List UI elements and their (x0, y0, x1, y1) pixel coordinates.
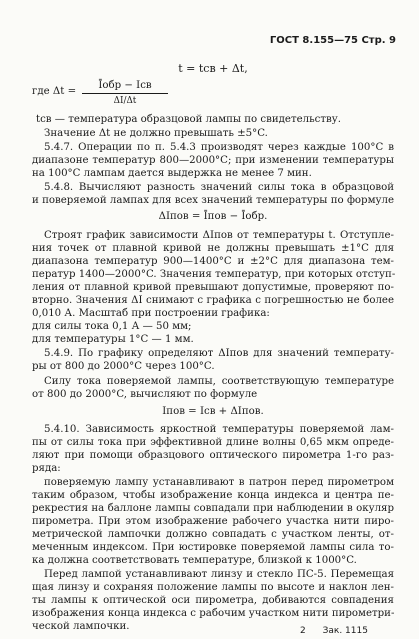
text-line: поверяемую лампу устанавливают в патрон перед пирометром (44, 477, 394, 488)
text-line: от 800 до 2000°C, вычисляют по формуле (32, 389, 258, 400)
text-line: Силу тока поверяемой лампы, соответствующую температуре (44, 376, 394, 387)
footer-order: Зак. 1115 (322, 626, 368, 636)
formula-delta-i: ΔIпов = Īпов − Īобр. (158, 211, 268, 222)
text-line: ты лампы к оптической оси пирометра, добиваются совпадения (32, 595, 394, 606)
text-line: Перед лампой устанавливают линзу и стекло ПС-5. Перемещая (44, 569, 394, 580)
text-line: 5.4.10. Зависимость яркостной температуры поверяемой лам- (44, 424, 394, 435)
text-line: ператур 1400—2000°C. Значения температур, при которых отступ- (32, 269, 396, 280)
text-line: 5.4.7. Операции по п. 5.4.3 производят через каждые 100°C в (44, 142, 394, 153)
text-line: Строят график зависимости ΔIпов от температуры t. Отступле- (44, 230, 394, 241)
text-line: пы от силы тока при эффективной длине волны 0,65 мкм опреде- (32, 437, 394, 448)
page-header (270, 35, 396, 46)
page-number: Стр. 9 (361, 35, 396, 46)
text-line: ляют при помощи образцового оптического пирометра 1-го раз- (32, 450, 394, 461)
text-line: диапазона температур 900—1400°C и ±2°C для диапазона тем- (32, 256, 394, 267)
text-line: 5.4.8. Вычисляют разность значений силы тока в образцовой (44, 182, 394, 193)
text-line: ления от плавной кривой превышают допустимые, проверяют по- (32, 282, 394, 293)
text-line: для температуры 1°C — 1 мм. (32, 334, 194, 345)
formula-t: t = tсв + Δt, (178, 62, 248, 75)
text-line: ческой лампочки. (32, 621, 130, 632)
formula-i-pov: Iпов = Iсв + ΔIпов. (162, 406, 264, 417)
text-line: метрической лампочки должно совпадать с участком ленты, от- (32, 529, 394, 540)
text-line: щая линзу и сохраняя положение лампы по высоте и наклон лен- (32, 582, 394, 593)
text-line: tсв — температура образцовой лампы по свидетельству. (36, 114, 341, 125)
text-line: ка должна соответствовать температуре, близкой к 1000°C. (32, 555, 357, 566)
text-line: пирометра. При этом изображение рабочего участка нити пиро- (32, 516, 394, 527)
text-line: ры от 800 до 2000°C через 100°C. (32, 361, 215, 372)
text-line: для силы тока 0,1 А — 50 мм; (32, 321, 192, 332)
fraction-denominator: ΔI/Δt (113, 96, 137, 106)
text-line: меченным индексом. При юстировке поверяемой лампы сила то- (32, 542, 394, 553)
page-footer (300, 626, 382, 636)
text-line: 0,010 А. Масштаб при построении графика: (32, 308, 270, 319)
standard-code: ГОСТ 8.155—75 (269, 35, 358, 46)
text-line: ряда: (32, 463, 61, 474)
text-line: изображения конца индекса с рабочим участком нити пирометри- (32, 608, 395, 619)
footer-page-number: 2 (300, 626, 306, 636)
text-line: рекрестия на баллоне лампы совпадали при наблюдении в окуляр (32, 503, 394, 514)
text-line: на 100°C лампам дается выдержка не менее 7 мин. (32, 168, 312, 179)
where-label: где Δt = (32, 86, 77, 97)
text-line: Значение Δt не должно превышать ±5°C. (44, 128, 268, 139)
text-line: и поверяемой лампах для всех значений температуры по формуле (32, 195, 394, 206)
text-line: ния точек от плавной кривой не должны превышать ±1°C для (32, 243, 394, 254)
fraction-numerator: Īобр − Iсв (82, 80, 168, 94)
text-line: диапазоне температур 800—2000°C; при изменении температуры (32, 155, 394, 166)
text-line: вторно. Значения ΔI снимают с графика с погрешностью не более (32, 295, 394, 306)
text-line: 5.4.9. По графику определяют ΔIпов для значений температу- (44, 348, 394, 359)
text-line: таким образом, чтобы изображение конца индекса и центра пе- (32, 490, 394, 501)
